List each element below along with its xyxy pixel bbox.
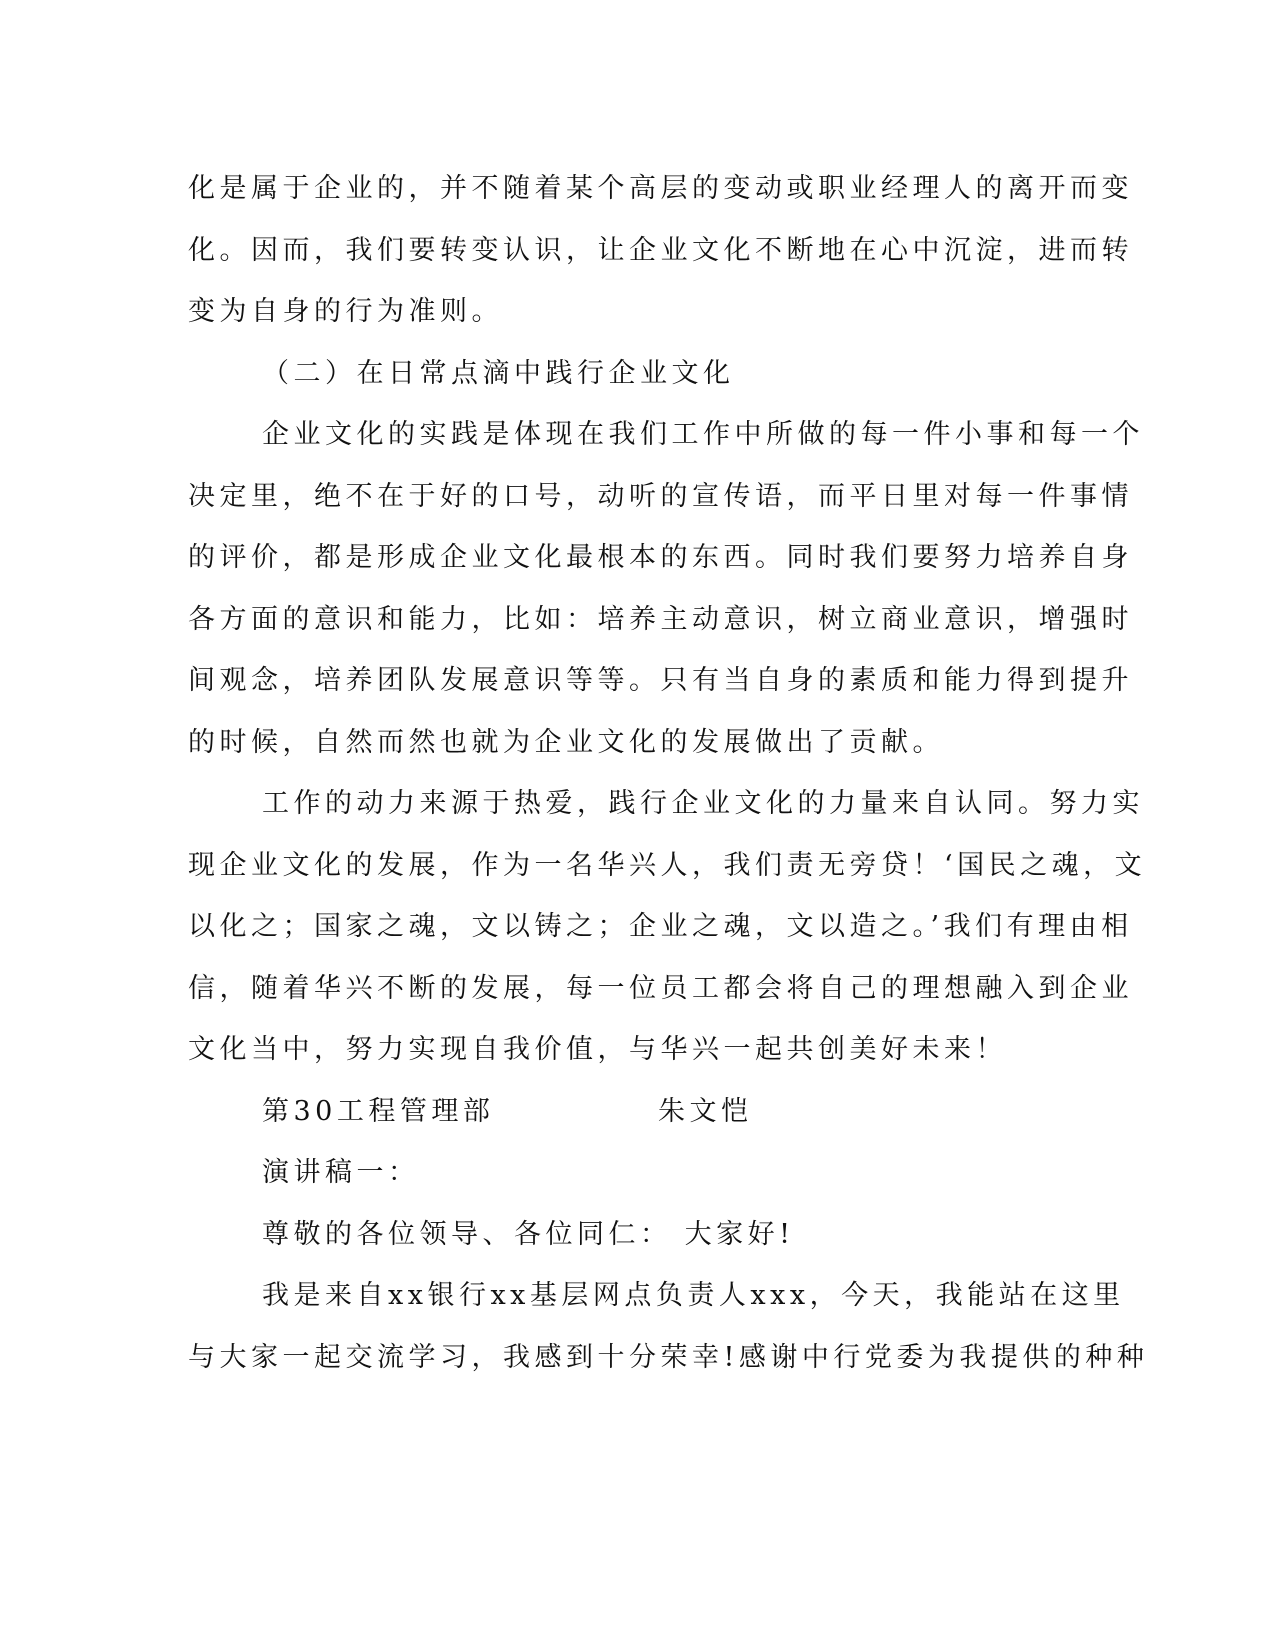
- body-line: 变为自身的行为准则。: [188, 296, 503, 327]
- body-line: 化。因而，我们要转变认识，让企业文化不断地在心中沉淀，进而转: [188, 234, 1133, 266]
- body-line: 信，随着华兴不断的发展，每一位员工都会将自己的理想融入到企业: [188, 972, 1133, 1004]
- signature-name: 朱文恺: [658, 1095, 753, 1127]
- body-line: 各方面的意识和能力，比如：培养主动意识，树立商业意识，增强时: [188, 603, 1133, 635]
- body-line: 间观念，培养团队发展意识等等。只有当自身的素质和能力得到提升: [188, 665, 1133, 696]
- body-line: 现企业文化的发展，作为一名华兴人，我们责无旁贷！‘国民之魂，文: [188, 849, 1147, 881]
- salutation: 尊敬的各位领导、各位同仁： 大家好!: [262, 1218, 795, 1250]
- paragraph-first-line: 企业文化的实践是体现在我们工作中所做的每一件小事和每一个: [262, 419, 1144, 450]
- body-line: 文化当中，努力实现自我价值，与华兴一起共创美好未来！: [188, 1034, 1007, 1065]
- paragraph-first-line: 我是来自xx银行xx基层网点负责人xxx，今天，我能站在这里: [262, 1280, 1125, 1311]
- body-line: 与大家一起交流学习，我感到十分荣幸!感谢中行党委为我提供的种种: [188, 1341, 1149, 1373]
- speech-title: 演讲稿一：: [262, 1157, 420, 1188]
- body-line: 决定里，绝不在于好的口号，动听的宣传语，而平日里对每一件事情: [188, 480, 1133, 512]
- document-body: [188, 158, 1149, 1388]
- body-line: 的评价，都是形成企业文化最根本的东西。同时我们要努力培养自身: [188, 542, 1133, 573]
- body-line: 以化之；国家之魂，文以铸之；企业之魂，文以造之。’我们有理由相: [188, 911, 1133, 942]
- body-line: 的时候，自然而然也就为企业文化的发展做出了贡献。: [188, 726, 944, 758]
- signature-department: 第30工程管理部: [262, 1095, 495, 1127]
- paragraph-first-line: 工作的动力来源于热爱，践行企业文化的力量来自认同。努力实: [262, 788, 1144, 819]
- section-heading: （二）在日常点滴中践行企业文化: [262, 357, 735, 389]
- body-line: 化是属于企业的，并不随着某个高层的变动或职业经理人的离开而变: [188, 173, 1133, 204]
- signature-line: [188, 1081, 1068, 1143]
